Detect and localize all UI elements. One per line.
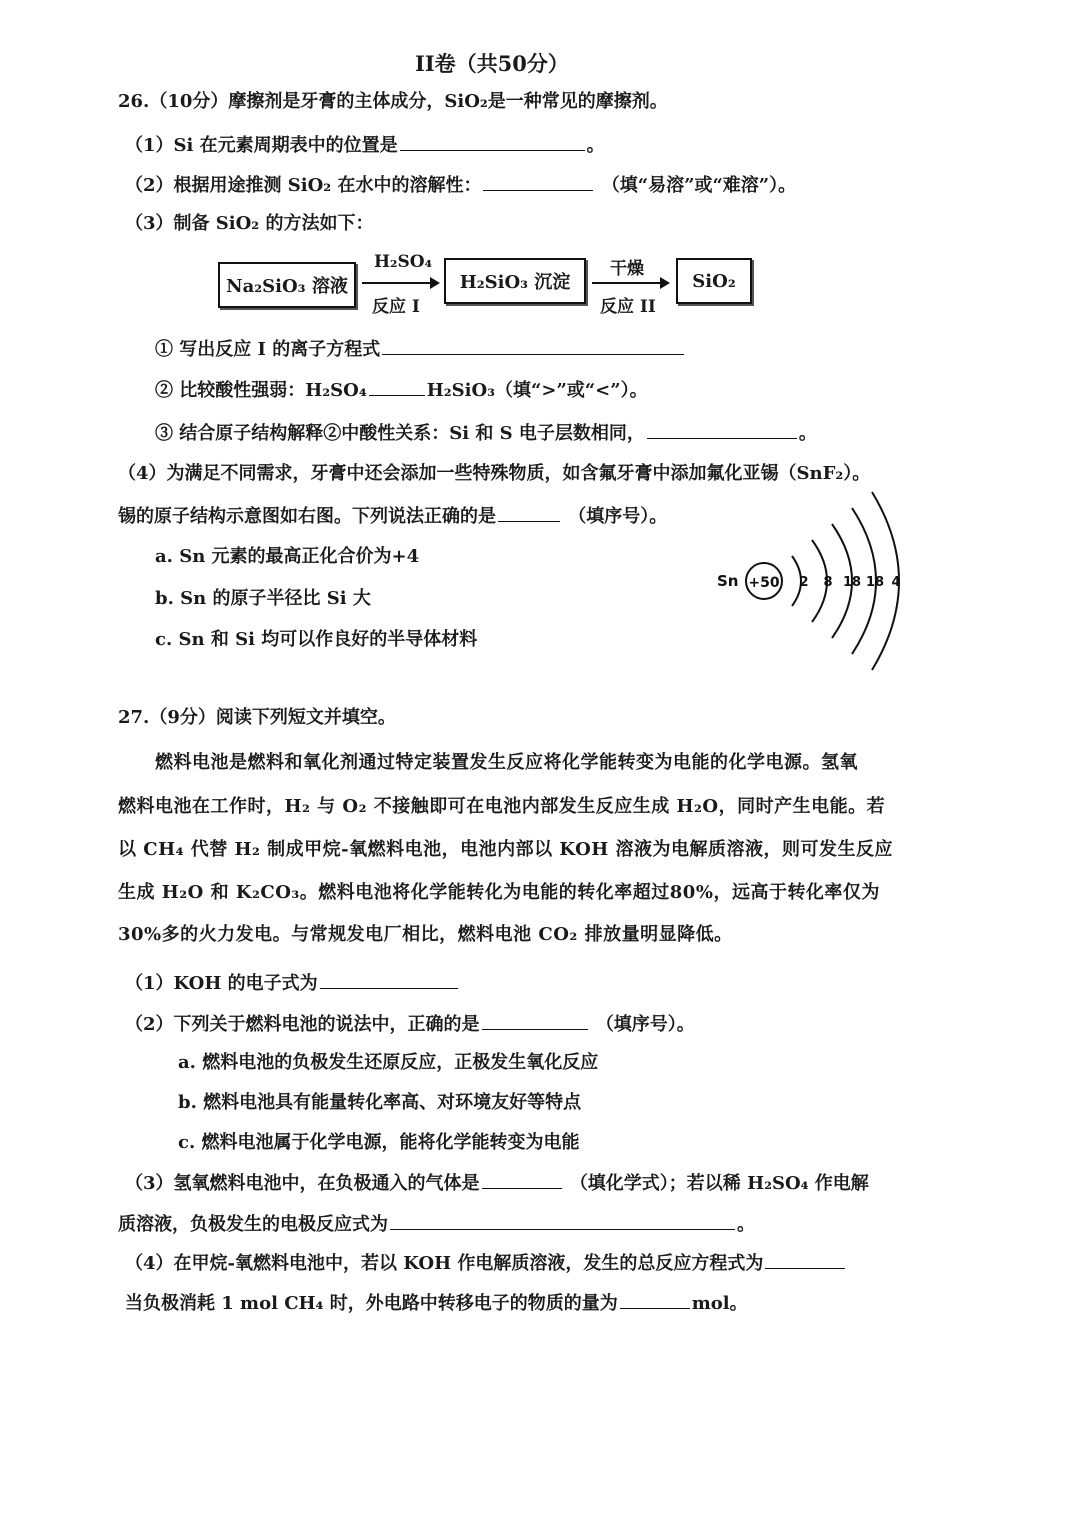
q26-sub2-text: ② 比较酸性强弱：H₂SO₄ [155, 380, 367, 401]
q26-option-a: a. Sn 元素的最高正化合价为+4 [155, 546, 420, 567]
answer-blank[interactable] [498, 503, 560, 522]
q26-part4: （4）为满足不同需求，牙膏中还会添加一些特殊物质，如含氟牙膏中添加氟化亚锡（SnF₂）。 [118, 463, 871, 484]
answer-blank[interactable] [369, 377, 425, 396]
atom-symbol: Sn [717, 572, 739, 590]
q27-option-a: a. 燃料电池的负极发生还原反应，正极发生氧化反应 [178, 1052, 599, 1073]
passage-line-2: 燃料电池在工作时，H₂ 与 O₂ 不接触即可在电池内部发生反应生成 H₂O，同时产生电能。若 [118, 796, 886, 817]
q27-part2 [125, 1011, 695, 1037]
q26-part2-text: （2）根据用途推测 SiO₂ 在水中的溶解性： [125, 175, 482, 196]
punct: 。 [798, 423, 817, 444]
q26-sub3-text: ③ 结合原子结构解释②中酸性关系：Si 和 S 电子层数相同， [155, 423, 645, 444]
answer-blank[interactable] [482, 1011, 588, 1030]
answer-blank[interactable] [620, 1290, 690, 1309]
q27-part4-text: （4）在甲烷-氧燃料电池中，若以 KOH 作电解质溶液，发生的总反应方程式为 [125, 1253, 764, 1274]
answer-blank[interactable] [382, 336, 684, 355]
q27-part3-mid: （填化学式）；若以稀 H₂SO₄ 作电解 [569, 1173, 869, 1194]
q27-intro: 27.（9分）阅读下列短文并填空。 [118, 707, 396, 728]
answer-blank[interactable] [647, 420, 797, 439]
q26-part3: （3）制备 SiO₂ 的方法如下： [125, 213, 374, 234]
q27-part4-unit: mol。 [691, 1293, 748, 1314]
shell-count-5: 4 [891, 575, 901, 590]
q27-part3-b [118, 1211, 755, 1237]
q27-part4 [125, 1250, 847, 1276]
q26-part4-b-hint: （填序号）。 [568, 506, 668, 527]
answer-blank[interactable] [765, 1250, 845, 1269]
q26-sub3 [155, 420, 817, 446]
shell-count-2: 8 [823, 575, 833, 590]
answer-blank[interactable] [390, 1211, 735, 1230]
q26-sub2 [155, 377, 648, 403]
q26-part1 [125, 132, 605, 158]
answer-blank[interactable] [483, 172, 593, 191]
q27-option-c: c. 燃料电池属于化学电源，能将化学能转变为电能 [178, 1132, 580, 1153]
shell-count-1: 2 [799, 575, 809, 590]
nucleus-charge: +50 [748, 575, 780, 591]
q26-sub2-text-b: H₂SiO₃（填“>”或“<”）。 [426, 380, 648, 401]
q26-sub1-text: ① 写出反应 I 的离子方程式 [155, 339, 381, 360]
q27-part1 [125, 970, 460, 996]
q27-part3-text: （3）氢氧燃料电池中，在负极通入的气体是 [125, 1173, 480, 1194]
q26-part2-hint: （填“易溶”或“难溶”）。 [601, 175, 797, 196]
tin-atom-structure-diagram [700, 480, 920, 680]
flow-reagent-drying: 干燥 [610, 259, 644, 279]
q26-option-c: c. Sn 和 Si 均可以作良好的半导体材料 [155, 629, 478, 650]
flow-arrow-2 [592, 282, 668, 284]
q27-part3-b-text: 质溶液，负极发生的电极反应式为 [118, 1214, 388, 1235]
q27-part4-b-text: 当负极消耗 1 mol CH₄ 时，外电路中转移电子的物质的量为 [125, 1293, 618, 1314]
q26-option-b: b. Sn 的原子半径比 Si 大 [155, 588, 371, 609]
passage-line-1: 燃料电池是燃料和氧化剂通过特定装置发生反应将化学能转变为电能的化学电源。氢氧 [155, 752, 858, 773]
q26-intro: 26.（10分）摩擦剂是牙膏的主体成分，SiO₂是一种常见的摩擦剂。 [118, 91, 668, 112]
shell-count-3: 18 [842, 575, 862, 590]
passage-line-5: 30%多的火力发电。与常规发电厂相比，燃料电池 CO₂ 排放量明显降低。 [118, 924, 733, 945]
q26-part4-b-text: 锡的原子结构示意图如右图。下列说法正确的是 [118, 506, 496, 527]
flow-box-sodium-silicate: Na₂SiO₃ 溶液 [218, 262, 356, 308]
answer-blank[interactable] [482, 1170, 562, 1189]
flow-box-silica: SiO₂ [676, 258, 752, 304]
q26-part1-text: （1）Si 在元素周期表中的位置是 [125, 135, 398, 156]
flow-reaction-1: 反应 I [372, 297, 420, 317]
q27-part4-b [125, 1290, 748, 1316]
q27-part1-text: （1）KOH 的电子式为 [125, 973, 318, 994]
flow-reagent-sulfuric-acid: H₂SO₄ [374, 252, 433, 272]
q27-part2-text: （2）下列关于燃料电池的说法中，正确的是 [125, 1014, 480, 1035]
passage-line-3: 以 CH₄ 代替 H₂ 制成甲烷-氧燃料电池，电池内部以 KOH 溶液为电解质溶液，则可发生反应 [118, 839, 894, 860]
answer-blank[interactable] [320, 970, 458, 989]
q26-part4-b [118, 503, 667, 529]
q26-part2 [125, 172, 796, 198]
q27-part3 [125, 1170, 869, 1196]
section-title: II卷（共50分） [415, 51, 569, 76]
flow-arrow-1 [362, 282, 438, 284]
punct: 。 [586, 135, 605, 156]
q27-option-b: b. 燃料电池具有能量转化率高、对环境友好等特点 [178, 1092, 582, 1113]
flow-reaction-2: 反应 II [600, 297, 656, 317]
flow-box-silicic-acid: H₂SiO₃ 沉淀 [444, 258, 586, 304]
q26-sub1 [155, 336, 686, 362]
answer-blank[interactable] [400, 132, 585, 151]
passage-line-4: 生成 H₂O 和 K₂CO₃。燃料电池将化学能转化为电能的转化率超过80%，远高于转化率仅为 [118, 882, 880, 903]
q27-part2-hint: （填序号）。 [595, 1014, 695, 1035]
punct: 。 [737, 1214, 755, 1235]
shell-count-4: 18 [865, 575, 885, 590]
